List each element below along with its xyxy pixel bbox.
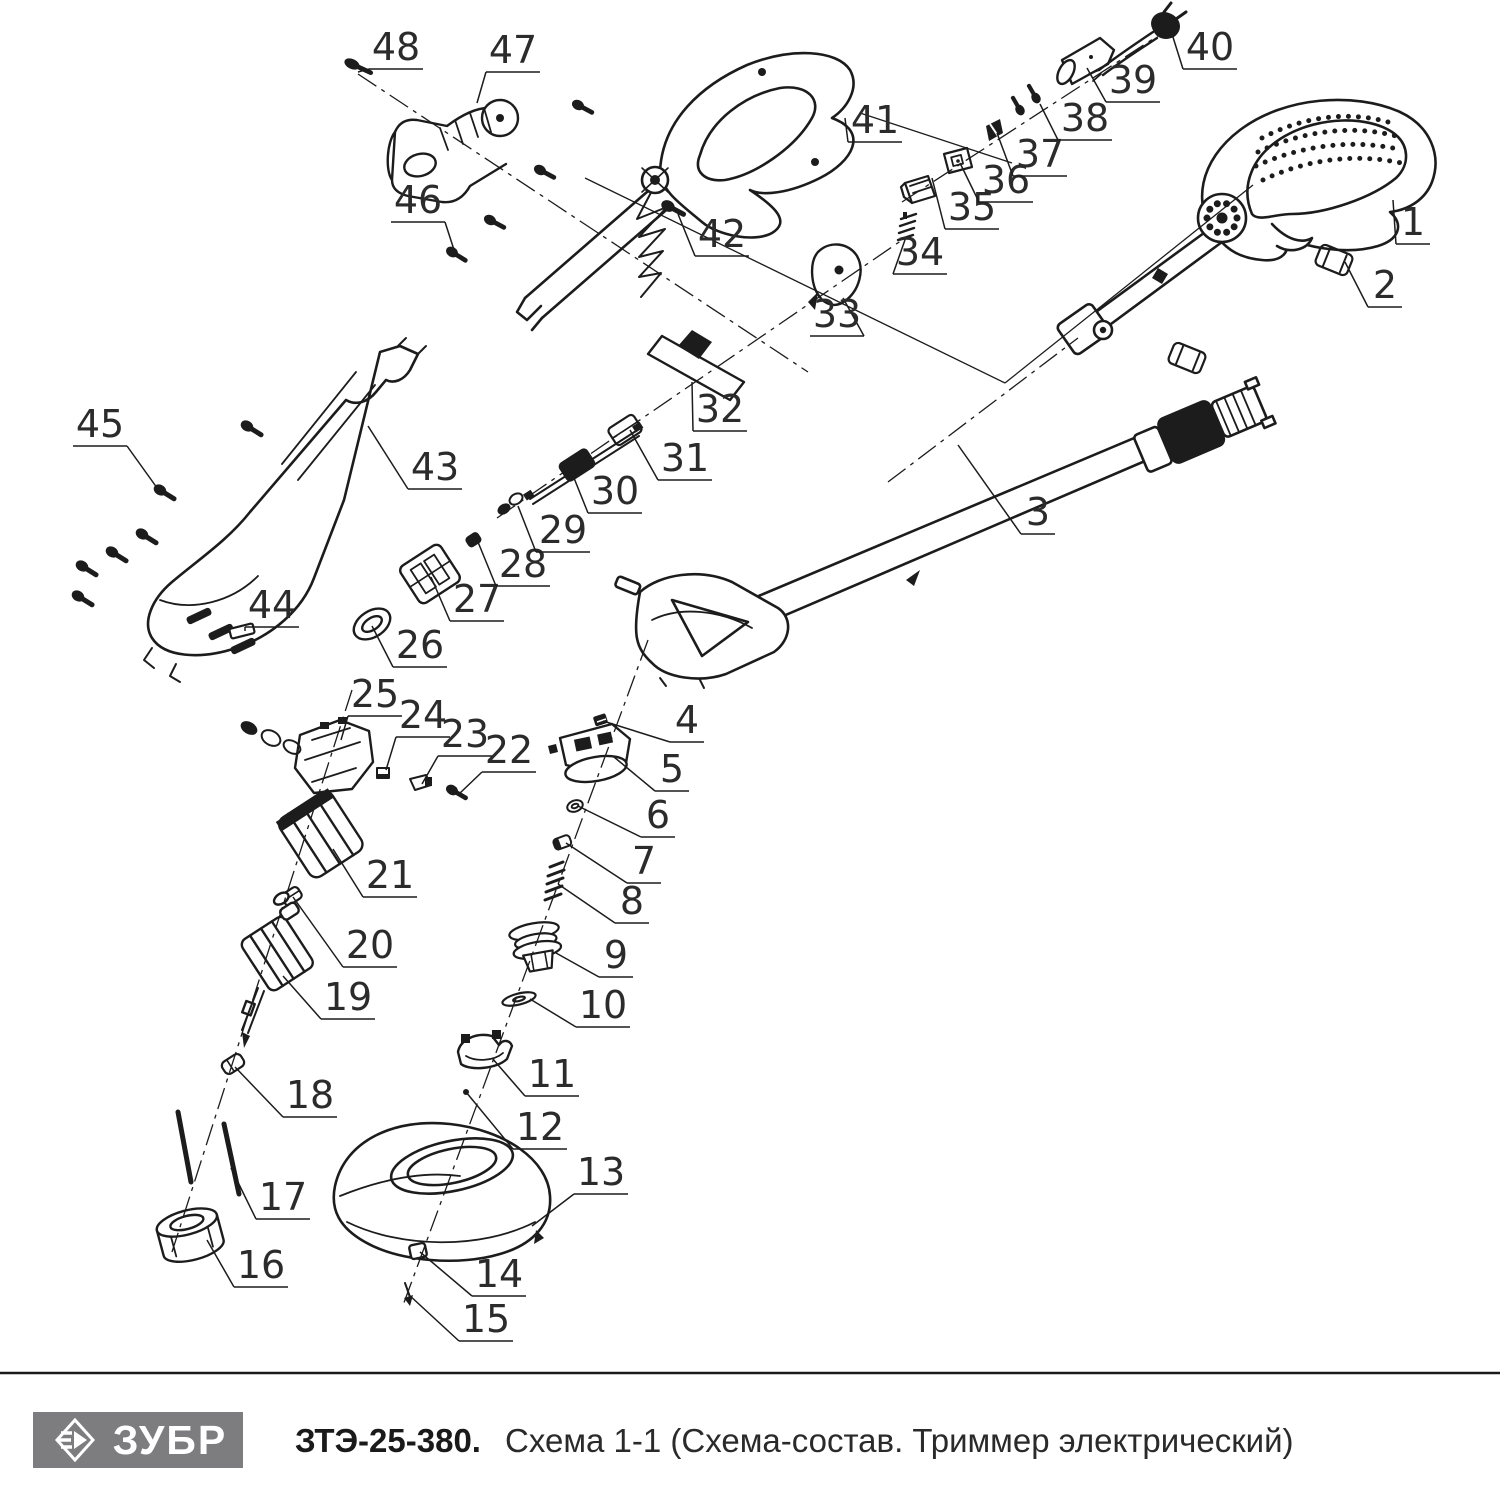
leader-line (558, 884, 615, 923)
callout-9 (556, 933, 633, 977)
leader-line (556, 953, 599, 977)
part-number-label: 40 (1185, 25, 1235, 69)
part-number-label: 27 (452, 577, 502, 621)
part-17-trimmer-lines (178, 1112, 239, 1194)
part-number-label: 6 (645, 793, 671, 837)
part-number-label: 23 (440, 712, 490, 756)
leader-line (566, 843, 627, 883)
part-26-ring (348, 602, 396, 646)
centerline-5 (172, 690, 352, 1252)
leader-line (283, 976, 321, 1019)
footer-caption: Схема 1-1 (Схема-состав. Триммер электрический) (505, 1422, 1294, 1459)
part-number-label: 30 (590, 469, 640, 513)
footer-model: ЗТЭ-25-380. (295, 1422, 481, 1459)
leader-line (692, 382, 693, 431)
callout-33 (810, 292, 864, 336)
part-number-label: 3 (1025, 490, 1051, 534)
leader-line (408, 1294, 459, 1341)
part-number-label: 4 (674, 698, 700, 742)
part-number-label: 19 (323, 975, 373, 1019)
callout-18 (235, 1067, 337, 1117)
part-number-label: 44 (247, 583, 297, 627)
part-5-gear-head (548, 724, 630, 786)
part-1-main-handle (1056, 100, 1436, 356)
leader-line (678, 214, 695, 256)
leader-line (368, 426, 408, 489)
part-number-label: 18 (285, 1073, 335, 1117)
leader-line (231, 1168, 256, 1219)
leader-line (477, 72, 486, 103)
callout-40 (1172, 25, 1237, 69)
part-number-label: 10 (578, 983, 628, 1027)
callout-42 (678, 212, 749, 256)
leader-line (492, 1058, 525, 1096)
centerline-8 (1005, 185, 1253, 383)
part-number-label: 1 (1400, 200, 1426, 244)
part-38-screws (1008, 82, 1042, 117)
part-25-fan-cover (295, 717, 373, 793)
part-21-stator (276, 788, 366, 880)
leader-line (932, 178, 945, 229)
part-number-label: 43 (410, 445, 460, 489)
leader-line (1345, 262, 1368, 307)
part-number-label: 29 (538, 508, 588, 552)
part-number-label: 20 (345, 923, 395, 967)
part-36-switch-block (944, 148, 972, 173)
part-number-label: 41 (850, 98, 900, 142)
part-number-label: 15 (461, 1297, 511, 1341)
part-number-label: 45 (75, 402, 125, 446)
callout-48 (358, 25, 423, 72)
part-number-label: 36 (981, 158, 1031, 202)
part-number-label: 5 (659, 747, 685, 791)
callout-32 (692, 382, 747, 431)
part-number-label: 48 (371, 25, 421, 69)
part-number-label: 9 (603, 933, 629, 977)
part-22-screw (444, 783, 470, 804)
part-number-label: 47 (488, 28, 538, 72)
part-number-label: 28 (498, 542, 548, 586)
part-11-spool-cover (458, 1030, 512, 1068)
callout-45 (73, 402, 160, 492)
callout-15 (408, 1294, 513, 1341)
part-number-label: 34 (895, 230, 945, 274)
part-number-label: 26 (395, 623, 445, 667)
leader-line (235, 1067, 283, 1117)
part-number-label: 21 (365, 853, 415, 897)
callout-34 (893, 230, 947, 274)
part-number-label: 12 (515, 1105, 565, 1149)
callout-17 (231, 1168, 310, 1219)
part-24-brush (377, 768, 389, 778)
part-16-spool (154, 1203, 227, 1267)
part-number-label: 13 (576, 1150, 626, 1194)
part-number-label: 11 (527, 1052, 577, 1096)
part-7-bushing (552, 834, 572, 850)
leader-line (1172, 34, 1183, 69)
part-41-handle-half (517, 53, 854, 330)
part-number-label: 32 (695, 387, 745, 431)
part-number-label: 31 (660, 436, 710, 480)
callout-6 (578, 793, 675, 837)
callout-2 (1345, 262, 1402, 307)
part-number-label: 24 (398, 693, 448, 737)
part-10-washer (501, 990, 537, 1009)
callout-19 (283, 975, 375, 1019)
centerline-4 (888, 338, 1078, 482)
part-46-screw (444, 244, 470, 265)
callout-43 (368, 426, 462, 489)
leader-line (386, 737, 396, 770)
brand-logo-text: ЗУБР (112, 1417, 228, 1463)
part-number-label: 17 (258, 1175, 308, 1219)
leader-line (578, 806, 641, 837)
callout-44 (245, 583, 299, 631)
part-number-label: 37 (1015, 132, 1065, 176)
part-number-label: 2 (1372, 263, 1398, 307)
callout-7 (566, 839, 661, 883)
part-number-label: 33 (812, 292, 862, 336)
callout-41 (845, 98, 902, 142)
title-block (0, 1373, 1500, 1468)
part-number-label: 35 (947, 185, 997, 229)
part-14-clamp-plate (409, 1242, 428, 1259)
part-number-label: 25 (350, 672, 400, 716)
part-number-label: 46 (393, 178, 443, 222)
part-6-ring (566, 798, 585, 814)
callout-47 (477, 28, 540, 103)
part-number-label: 16 (236, 1243, 286, 1287)
part-18-spacer (220, 1052, 246, 1076)
callout-10 (530, 983, 630, 1027)
leader-line (459, 772, 482, 794)
leader-line (127, 446, 160, 492)
part-number-label: 22 (484, 728, 534, 772)
part-9-spool-holder (508, 919, 565, 974)
leader-line (530, 999, 576, 1027)
part-number-label: 14 (474, 1252, 524, 1296)
part-23-brush-holder (410, 775, 432, 790)
callout-31 (630, 430, 712, 480)
part-number-label: 8 (619, 879, 645, 923)
part-number-label: 39 (1108, 58, 1158, 102)
part-25-brush-bits (238, 718, 303, 756)
part-number-label: 7 (631, 839, 657, 883)
part-39-cord-sleeve (1054, 38, 1114, 87)
callout-8 (558, 879, 649, 923)
part-number-label: 38 (1060, 96, 1110, 140)
part-number-label: 42 (697, 212, 747, 256)
